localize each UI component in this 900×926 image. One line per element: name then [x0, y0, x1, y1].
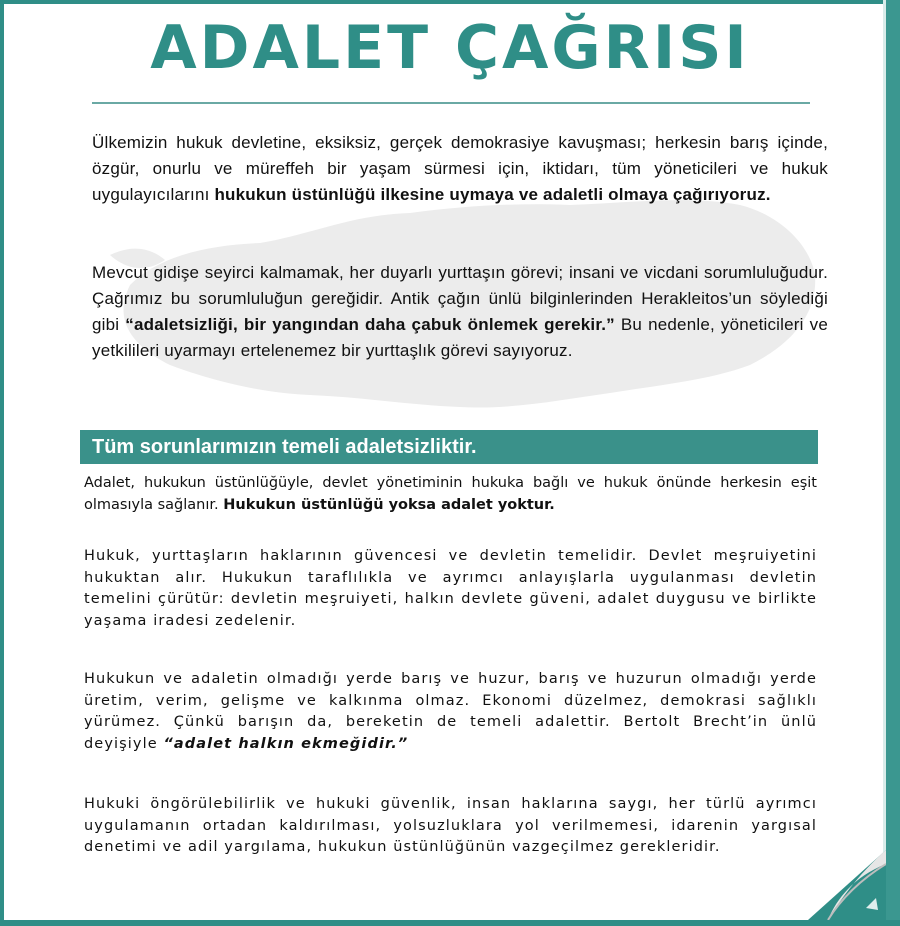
page-curl-icon	[808, 850, 886, 920]
s2-text: Hukuk, yurttaşların haklarının güvencesi ve devletin temelidir. Devlet meşruiyetini hukuktan alır. Hukukun taraflılıkla ve ayrımcı anlayışlarla uygulanması devletin temelini çürütür: devletin meşruiyeti, halkın devlete güveni, adalet duygusu ve birlikte yaşama iradesi zedelenir.	[84, 548, 817, 629]
section-paragraph-4	[84, 794, 817, 859]
title-divider	[92, 102, 810, 104]
s1-text: Adalet, hukukun üstünlüğüyle, devlet yönetiminin hukuka bağlı ve hukuk önünde herkesin eşit olmasıyla sağlanır.	[84, 475, 817, 513]
s3-quote: “adalet halkın ekmeğidir.”	[163, 735, 409, 752]
intro-p1-bold: hukukun üstünlüğü ilkesine uymaya ve adaletli olmaya çağırıyoruz.	[214, 185, 771, 204]
intro-p1-text: Ülkemizin hukuk devletine, eksiksiz, gerçek demokrasiye kavuşması; herkesin barış içinde, özgür, onurlu ve müreffeh bir yaşam sürmesi için, iktidarı, tüm yöneticileri ve hukuk uygulayıcılarını	[92, 133, 828, 204]
frame-right-border	[886, 0, 900, 926]
frame-top-border	[0, 0, 900, 4]
section-banner: Tüm sorunlarımızın temeli adaletsizliktir.	[80, 430, 818, 464]
section-paragraph-3	[84, 669, 817, 755]
intro-paragraph-1	[92, 130, 828, 208]
intro-p2-text-b: Bu nedenle, yöneticileri ve yetkilileri uyarmayı ertelenemez bir yurttaşlık görevi sayıyoruz.	[92, 315, 829, 360]
section-paragraph-1	[84, 473, 817, 516]
intro-p2-text-a: Mevcut gidişe seyirci kalmamak, her duyarlı yurttaşın görevi; insani ve vicdani sorumluluğudur. Çağrımız bu sorumluluğun gereğidir. Antik çağın ünlü bilginlerinden Herakleitos’un söylediği gibi	[92, 263, 828, 334]
s3-text: Hukukun ve adaletin olmadığı yerde barış ve huzur, barış ve huzurun olmadığı yerde üretim, verim, gelişme ve kalkınma olmaz. Ekonomi düzelmez, demokrasi sağlıklı yürümez. Çünkü barışın da, bereketin de temeli adalettir. Bertolt Brecht’in ünlü deyişiyle	[84, 671, 817, 752]
s4-text: Hukuki öngörülebilirlik ve hukuki güvenlik, insan haklarına saygı, her türlü ayrımcı uygulamanın ortadan kaldırılması, yolsuzluklara yol verilmemesi, idarenin yargısal denetimi ve adil yargılama, hukukun üstünlüğünün vazgeçilmez gerekleridir.	[84, 796, 817, 855]
intro-p2-quote: “adaletsizliği, bir yangından daha çabuk önlemek gerekir.”	[125, 315, 615, 334]
frame-bottom-border	[0, 920, 900, 926]
frame-left-border	[0, 0, 4, 926]
s1-bold: Hukukun üstünlüğü yoksa adalet yoktur.	[223, 496, 555, 513]
page-title: ADALET ÇAĞRISI	[150, 13, 750, 83]
section-paragraph-2	[84, 546, 817, 632]
intro-paragraph-2	[92, 260, 828, 364]
